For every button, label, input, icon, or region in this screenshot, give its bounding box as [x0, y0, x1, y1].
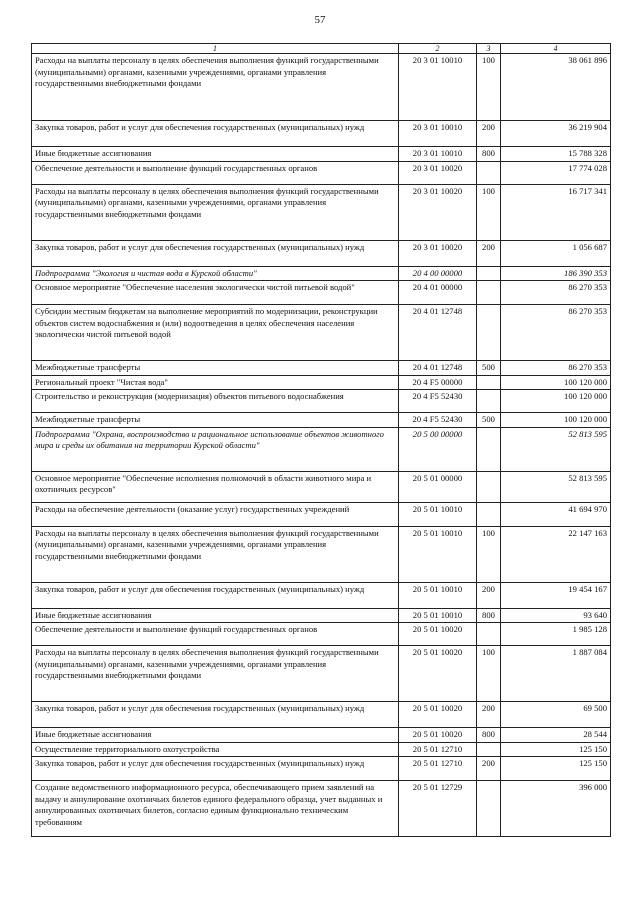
header-col-name: 1 — [32, 44, 399, 54]
row-name: Обеспечение деятельности и выполнение функций государственных органов — [32, 623, 399, 646]
table-row — [32, 305, 611, 361]
row-vr: 500 — [477, 361, 501, 376]
row-code: 20 3 01 10020 — [399, 184, 477, 240]
row-vr: 800 — [477, 608, 501, 623]
row-code: 20 4 F5 00000 — [399, 375, 477, 390]
table-row — [32, 184, 611, 240]
row-name: Обеспечение деятельности и выполнение функций государственных органов — [32, 161, 399, 184]
row-code: 20 4 01 00000 — [399, 281, 477, 305]
row-sum: 1 887 084 — [501, 646, 611, 702]
row-vr: 100 — [477, 526, 501, 582]
row-vr: 100 — [477, 646, 501, 702]
row-sum: 15 788 328 — [501, 147, 611, 162]
row-vr: 500 — [477, 413, 501, 428]
row-code: 20 5 01 10020 — [399, 646, 477, 702]
row-name: Закупка товаров, работ и услуг для обеспечения государственных (муниципальных) нужд — [32, 240, 399, 266]
row-code: 20 5 01 10010 — [399, 526, 477, 582]
row-name: Расходы на выплаты персоналу в целях обеспечения выполнения функций государственными (муниципальными) органами, казенными учреждениями, органами управления государственными внебюджетными фондами — [32, 184, 399, 240]
table-row — [32, 240, 611, 266]
row-sum: 19 454 167 — [501, 582, 611, 608]
row-name: Расходы на выплаты персоналу в целях обеспечения выполнения функций государственными (муниципальными) органами, казенными учреждениями, органами управления государственными внебюджетными фондами — [32, 526, 399, 582]
row-name: Основное мероприятие "Обеспечение населения экологически чистой питьевой водой" — [32, 281, 399, 305]
row-name: Расходы на выплаты персоналу в целях обеспечения выполнения функций государственными (муниципальными) органами, казенными учреждениями, органами управления государственными внебюджетными фондами — [32, 646, 399, 702]
row-code: 20 4 F5 52430 — [399, 413, 477, 428]
row-vr: 800 — [477, 147, 501, 162]
row-code: 20 5 01 10020 — [399, 702, 477, 728]
table-row — [32, 757, 611, 781]
row-name: Осуществление территориального охотустройства — [32, 742, 399, 757]
row-sum: 86 270 353 — [501, 305, 611, 361]
row-vr: 200 — [477, 702, 501, 728]
table-row — [32, 427, 611, 471]
row-vr — [477, 742, 501, 757]
table-row — [32, 646, 611, 702]
header-col-code: 2 — [399, 44, 477, 54]
row-vr: 100 — [477, 54, 501, 121]
row-sum: 86 270 353 — [501, 281, 611, 305]
row-sum: 100 120 000 — [501, 375, 611, 390]
row-name: Иные бюджетные ассигнования — [32, 147, 399, 162]
table-row — [32, 526, 611, 582]
row-vr: 200 — [477, 582, 501, 608]
row-sum: 22 147 163 — [501, 526, 611, 582]
row-name: Иные бюджетные ассигнования — [32, 728, 399, 743]
row-name: Строительство и реконструкция (модернизация) объектов питьевого водоснабжения — [32, 390, 399, 413]
row-sum: 396 000 — [501, 781, 611, 837]
row-vr — [477, 305, 501, 361]
row-sum: 93 640 — [501, 608, 611, 623]
row-sum: 69 500 — [501, 702, 611, 728]
row-sum: 52 813 595 — [501, 471, 611, 502]
row-code: 20 5 01 12710 — [399, 757, 477, 781]
row-vr — [477, 375, 501, 390]
table-row — [32, 147, 611, 162]
row-sum: 100 120 000 — [501, 413, 611, 428]
row-code: 20 5 01 10020 — [399, 623, 477, 646]
row-code: 20 5 01 12729 — [399, 781, 477, 837]
row-code: 20 3 01 10020 — [399, 161, 477, 184]
table-row — [32, 121, 611, 147]
table-row — [32, 375, 611, 390]
table-row — [32, 702, 611, 728]
row-sum: 125 150 — [501, 742, 611, 757]
row-name: Иные бюджетные ассигнования — [32, 608, 399, 623]
row-name: Создание ведомственного информационного ресурса, обеспечивающего прием заявлений на выдачу и аннулирование охотничьих билетов единого федерального образца, учет выданных и аннулированных охотничьих билетов, согласно единым функционально техническим требованиям — [32, 781, 399, 837]
row-vr — [477, 266, 501, 281]
table-row — [32, 728, 611, 743]
row-name: Подпрограмма "Охрана, воспроизводство и рациональное использование объектов животного мира и среды их обитания на территории Курской области" — [32, 427, 399, 471]
row-name: Расходы на обеспечение деятельности (оказание услуг) государственных учреждений — [32, 502, 399, 526]
row-sum: 1 985 128 — [501, 623, 611, 646]
page-number: 57 — [314, 14, 326, 26]
row-sum: 52 813 595 — [501, 427, 611, 471]
table-row — [32, 281, 611, 305]
row-sum: 186 390 353 — [501, 266, 611, 281]
row-code: 20 3 01 10010 — [399, 121, 477, 147]
row-vr: 200 — [477, 121, 501, 147]
table-row — [32, 502, 611, 526]
row-name: Закупка товаров, работ и услуг для обеспечения государственных (муниципальных) нужд — [32, 757, 399, 781]
table-row — [32, 161, 611, 184]
row-sum: 100 120 000 — [501, 390, 611, 413]
row-vr — [477, 161, 501, 184]
row-name: Региональный проект "Чистая вода" — [32, 375, 399, 390]
row-sum: 36 219 904 — [501, 121, 611, 147]
row-sum: 41 694 970 — [501, 502, 611, 526]
row-vr — [477, 623, 501, 646]
row-vr — [477, 781, 501, 837]
budget-table — [31, 43, 611, 837]
table-row — [32, 413, 611, 428]
table-row — [32, 582, 611, 608]
row-vr: 200 — [477, 240, 501, 266]
row-name: Расходы на выплаты персоналу в целях обеспечения выполнения функций государственными (муниципальными) органами, казенными учреждениями, органами управления государственными внебюджетными фондами — [32, 54, 399, 121]
row-code: 20 5 01 00000 — [399, 471, 477, 502]
table-row — [32, 781, 611, 837]
row-code: 20 3 01 10010 — [399, 147, 477, 162]
row-code: 20 3 01 10020 — [399, 240, 477, 266]
row-code: 20 5 01 10010 — [399, 608, 477, 623]
row-code: 20 5 00 00000 — [399, 427, 477, 471]
row-sum: 16 717 341 — [501, 184, 611, 240]
row-sum: 28 544 — [501, 728, 611, 743]
row-sum: 125 150 — [501, 757, 611, 781]
row-vr — [477, 390, 501, 413]
header-col-sum: 4 — [501, 44, 611, 54]
table-row — [32, 390, 611, 413]
row-name: Межбюджетные трансферты — [32, 361, 399, 376]
row-name: Подпрограмма "Экология и чистая вода в Курской области" — [32, 266, 399, 281]
row-code: 20 5 01 10010 — [399, 582, 477, 608]
table-row — [32, 471, 611, 502]
row-name: Закупка товаров, работ и услуг для обеспечения государственных (муниципальных) нужд — [32, 121, 399, 147]
row-code: 20 5 01 12710 — [399, 742, 477, 757]
row-code: 20 5 01 10010 — [399, 502, 477, 526]
row-code: 20 4 F5 52430 — [399, 390, 477, 413]
header-col-vr: 3 — [477, 44, 501, 54]
row-code: 20 3 01 10010 — [399, 54, 477, 121]
table-row — [32, 623, 611, 646]
row-sum: 17 774 028 — [501, 161, 611, 184]
table-row — [32, 608, 611, 623]
row-vr — [477, 427, 501, 471]
row-name: Субсидии местным бюджетам на выполнение мероприятий по модернизации, реконструкции объектов систем водоснабжения и (или) водоотведения в целях обеспечения населения экологически чистой питьевой водой — [32, 305, 399, 361]
row-name: Закупка товаров, работ и услуг для обеспечения государственных (муниципальных) нужд — [32, 582, 399, 608]
row-sum: 1 056 687 — [501, 240, 611, 266]
row-code: 20 4 00 00000 — [399, 266, 477, 281]
table-row — [32, 361, 611, 376]
row-name: Межбюджетные трансферты — [32, 413, 399, 428]
header-row — [32, 44, 611, 54]
row-name: Основное мероприятие "Обеспечение исполнения полномочий в области животного мира и охотничьих ресурсов" — [32, 471, 399, 502]
table-row — [32, 266, 611, 281]
row-vr: 800 — [477, 728, 501, 743]
row-vr — [477, 281, 501, 305]
row-code: 20 4 01 12748 — [399, 361, 477, 376]
row-sum: 86 270 353 — [501, 361, 611, 376]
row-code: 20 4 01 12748 — [399, 305, 477, 361]
row-code: 20 5 01 10020 — [399, 728, 477, 743]
row-vr — [477, 471, 501, 502]
row-vr: 200 — [477, 757, 501, 781]
row-name: Закупка товаров, работ и услуг для обеспечения государственных (муниципальных) нужд — [32, 702, 399, 728]
table-row — [32, 54, 611, 121]
row-vr: 100 — [477, 184, 501, 240]
row-sum: 38 061 896 — [501, 54, 611, 121]
row-vr — [477, 502, 501, 526]
table-row — [32, 742, 611, 757]
